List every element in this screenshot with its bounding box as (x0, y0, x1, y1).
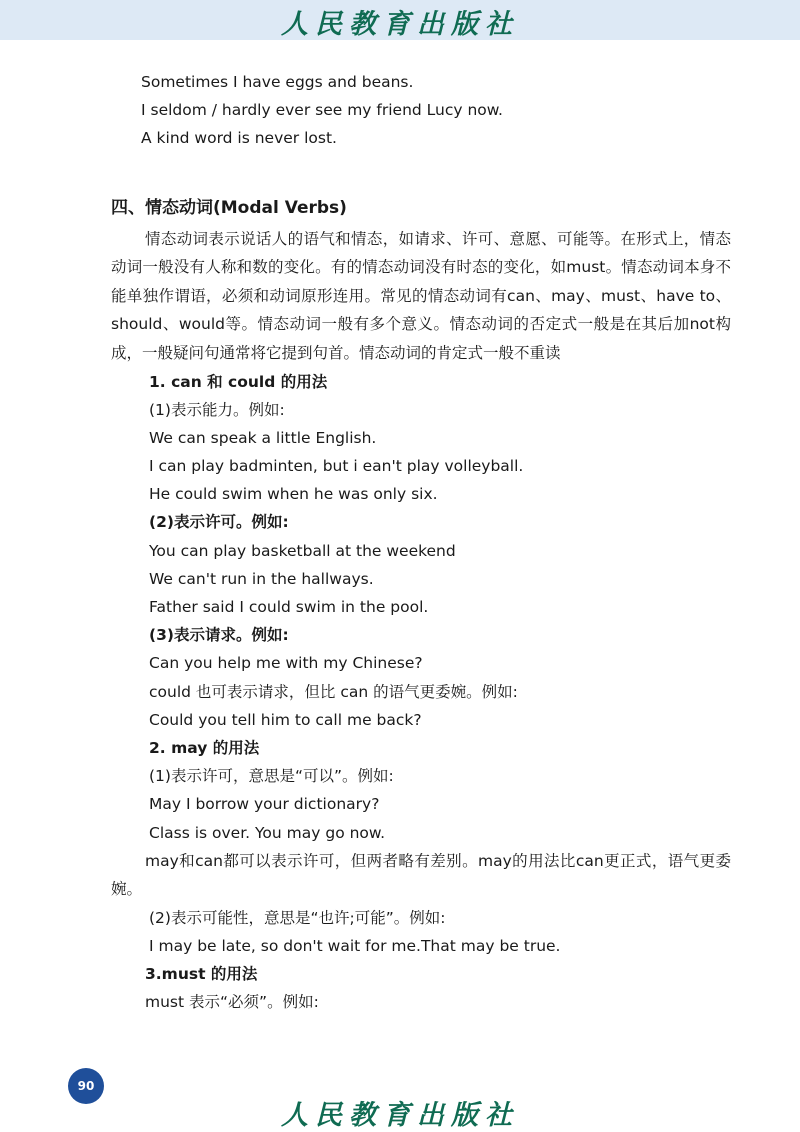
usage-note: must 表示“必须”。例如: (145, 993, 319, 1012)
example-sentence: I seldom / hardly ever see my friend Lucy now. (141, 101, 503, 120)
page-number-badge: 90 (68, 1068, 104, 1104)
usage-label: (2)表示可能性，意思是“也许;可能”。例如: (149, 908, 446, 927)
example-sentence: May I borrow your dictionary? (149, 795, 380, 814)
example-sentence: Sometimes I have eggs and beans. (141, 73, 414, 91)
subsection-title-can-could: 1. can 和 could 的用法 (149, 372, 328, 391)
usage-label: (2)表示许可。例如: (149, 513, 289, 532)
example-sentence: I can play badminten, but i ean't play volleyball. (149, 457, 524, 476)
usage-label: (1)表示许可，意思是“可以”。例如: (149, 767, 394, 786)
usage-note-paragraph: may和can都可以表示许可，但两者略有差别。may的用法比can更正式，语气更委婉。 (111, 851, 731, 899)
example-sentence: We can't run in the hallways. (149, 569, 374, 588)
example-sentence: You can play basketball at the weekend (149, 541, 456, 560)
usage-label: (1)表示能力。例如: (149, 400, 285, 419)
subsection-title-must: 3.must 的用法 (145, 965, 258, 984)
example-sentence: Can you help me with my Chinese? (149, 654, 423, 673)
page-content (111, 68, 731, 1017)
example-sentence: A kind word is never lost. (141, 129, 337, 148)
usage-label: (3)表示请求。例如: (149, 626, 289, 645)
usage-note: could 也可表示请求，但比 can 的语气更委婉。例如: (149, 682, 518, 701)
example-sentence: He could swim when he was only six. (149, 485, 438, 504)
example-sentence: Could you tell him to call me back? (149, 710, 422, 729)
example-sentence: We can speak a little English. (149, 428, 377, 447)
publisher-logo-top: 人民教育出版社 (281, 9, 519, 40)
publisher-logo-bottom: 人民教育出版社 (281, 1100, 519, 1131)
section-heading: 四、情态动词(Modal Verbs) (111, 197, 347, 218)
example-sentence: I may be late, so don't wait for me.That may be true. (149, 937, 561, 956)
subsection-title-may: 2. may 的用法 (149, 738, 260, 757)
example-sentence: Class is over. You may go now. (149, 823, 386, 842)
example-sentence: Father said I could swim in the pool. (149, 598, 429, 617)
section-intro-paragraph: 情态动词表示说话人的语气和情态，如请求、许可、意愿、可能等。在形式上，情态动词一般没有人称和数的变化。有的情态动词没有时态的变化，如must。情态动词本身不能单独作谓语，必须和动词原形连用。常见的情态动词有can、may、must、have to、should、would等。情态动词一般有多个意义。情态动词的否定式一般是在其后加not构成，一般疑问句通常将它提到句首。情态动词的肯定式一般不重读 (111, 229, 731, 362)
